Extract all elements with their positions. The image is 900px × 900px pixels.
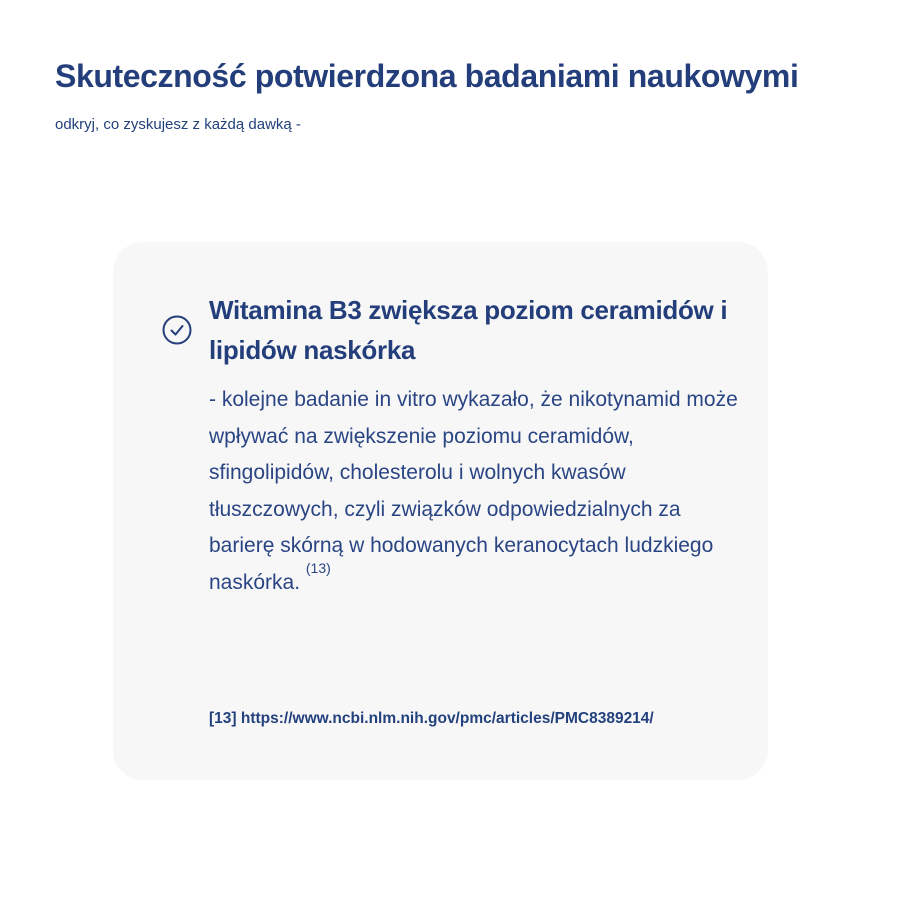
card-heading: Witamina B3 zwiększa poziom ceramidów i lipidów naskórka	[209, 295, 728, 365]
reference-link[interactable]: [13] https://www.ncbi.nlm.nih.gov/pmc/articles/PMC8389214/	[209, 710, 654, 727]
page-subtitle: odkryj, co zyskujesz z każdą dawką -	[55, 116, 301, 133]
card-body-text: - kolejne badanie in vitro wykazało, że nikotynamid może wpływać na zwiększenie poziomu ceramidów, sfingolipidów, cholesterolu i wolnych kwasów tłuszczowych, czyli związków odpowiedzialnych za barierę skórną w hodowanych keranocytach ludzkiego naskórka.	[209, 388, 738, 594]
page-title: Skuteczność potwierdzona badaniami naukowymi	[55, 58, 799, 94]
check-circle-icon	[162, 315, 192, 345]
card-body	[209, 382, 739, 601]
citation-marker: (13)	[305, 559, 331, 576]
benefit-card	[113, 242, 768, 780]
